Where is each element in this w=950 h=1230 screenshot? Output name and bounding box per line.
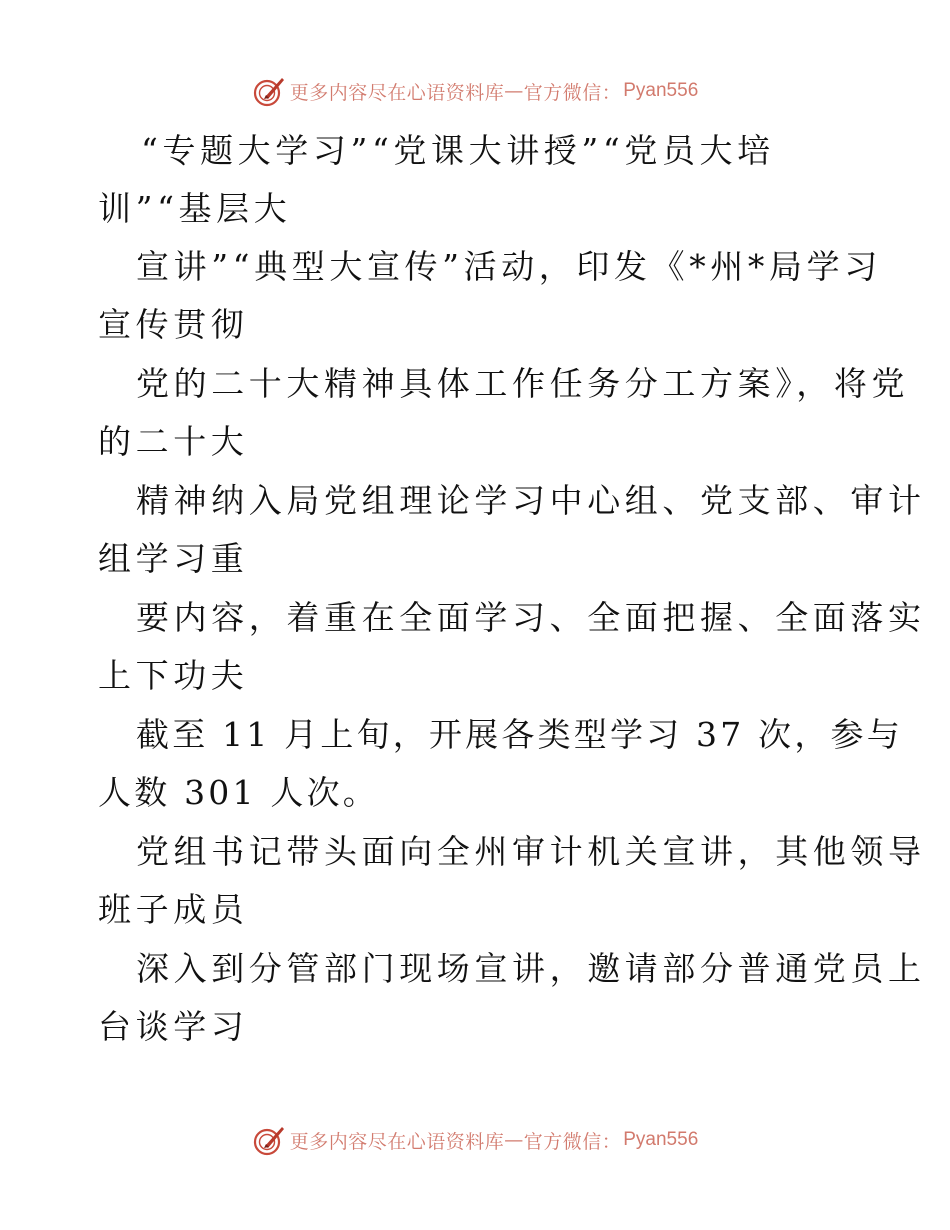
watermark-brand: 更多内容尽在心语资料库 [289,81,505,104]
watermark-brand: 更多内容尽在心语资料库 [289,1130,505,1153]
body-line: 人数 301 人次。 [98,773,379,812]
quill-seal-icon [252,1123,286,1157]
body-line: 党组书记带头面向全州审计机关宣讲，其他领导 [136,832,926,871]
body-line: 精神纳入局党组理论学习中心组、党支部、审计 [136,481,926,520]
body-line: 截至 11 月上旬，开展各类型学习 37 次，参与 [136,715,903,754]
watermark-separator: — [504,1129,524,1151]
body-line: 组学习重 [98,539,249,578]
watermark-wechat-label: 官方微信： [523,81,622,104]
watermark-footer [0,1120,950,1160]
watermark-wechat-label: 官方微信： [523,1130,622,1153]
body-line: “专题大学习”“党课大讲授”“党员大培 [141,131,775,170]
body-line: 上下功夫 [98,656,249,695]
watermark-account: Pyan556 [623,80,699,101]
watermark-separator: — [504,80,524,102]
body-line: 台谈学习 [98,1007,249,1046]
watermark-account: Pyan556 [623,1129,699,1150]
body-line: 班子成员 [98,890,249,929]
body-line: 宣传贯彻 [98,305,249,344]
body-line: 党的二十大精神具体工作任务分工方案》，将党 [136,364,910,403]
body-line: 的二十大 [98,422,249,461]
body-line: 训”“基层大 [98,189,292,228]
body-line: 深入到分管部门现场宣讲，邀请部分普通党员上 [136,949,926,988]
body-line: 要内容，着重在全面学习、全面把握、全面落实 [136,598,926,637]
body-line: 宣讲”“典型大宣传”活动，印发《*州*局学习 [136,247,882,286]
